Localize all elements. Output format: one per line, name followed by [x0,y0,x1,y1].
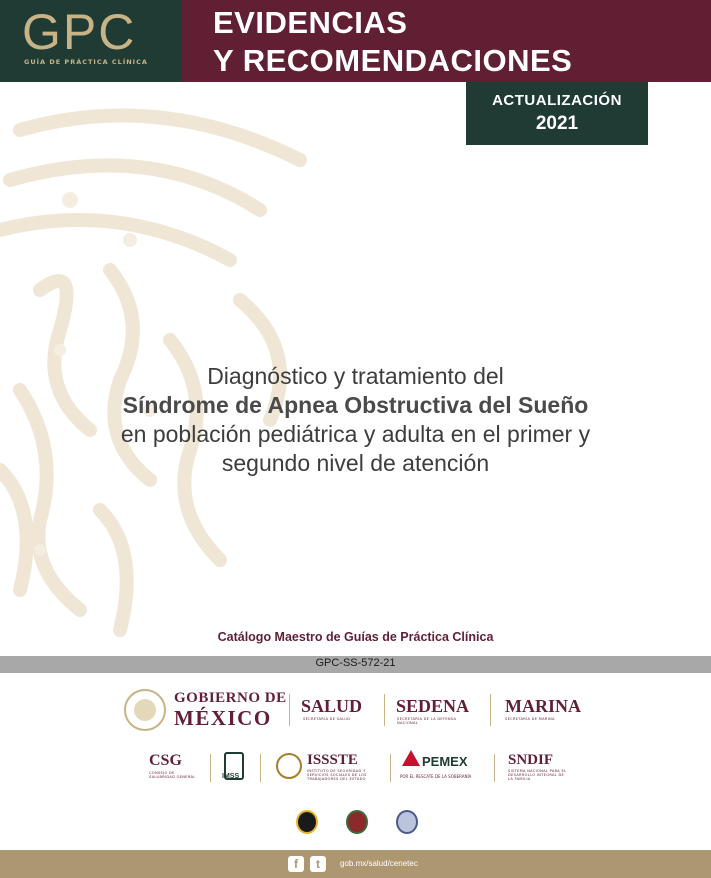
institution-emblem-icon [296,810,318,834]
gpc-logo: GPC [22,4,137,60]
pemex-flame-icon [402,750,420,766]
sedena-subtitle: SECRETARÍA DE LA DEFENSA NACIONAL [397,717,457,725]
military-emblem-icon [346,810,368,834]
title-line3: en población pediátrica y adulta en el primer y [120,421,591,447]
update-badge [466,82,648,145]
seal-eagle-icon [134,699,156,721]
guide-code: GPC-SS-572-21 [315,657,396,669]
issste-icon [276,753,302,779]
title-line4: segundo nivel de atención [221,450,490,476]
update-label: ACTUALIZACIÓN [492,92,622,109]
salud-logo: SALUD [301,696,363,716]
header-title [213,4,572,80]
catalog-label: Catálogo Maestro de Guías de Práctica Clínica [217,630,494,644]
header-title-line2: Y RECOMENDACIONES [213,43,573,78]
footer-url[interactable]: gob.mx/salud/cenetec [340,859,418,868]
national-seal-icon [124,689,166,731]
logo-divider [390,754,391,782]
naval-emblem-icon [396,810,418,834]
facebook-icon[interactable]: f [288,856,304,872]
logo-divider [210,754,211,782]
title-line1: Diagnóstico y tratamiento del [207,363,504,389]
twitter-icon[interactable]: t [310,856,326,872]
csg-subtitle: CONSEJO DE SALUBRIDAD GENERAL [149,771,196,779]
gob-line2: MÉXICO [174,706,272,730]
imss-logo: IMSS [222,773,240,780]
gpc-logo-subtitle: GUÍA DE PRÁCTICA CLÍNICA [24,58,148,66]
title-line2: Síndrome de Apnea Obstructiva del Sueño [122,392,589,418]
sndif-logo: SNDIF [508,752,554,768]
logo-divider [490,694,491,726]
marina-subtitle: SECRETARÍA DE MARINA [505,717,555,721]
gobierno-mexico-logo [174,690,287,729]
logo-divider [289,694,290,726]
csg-logo: CSG [149,752,182,769]
pemex-subtitle: POR EL RESCATE DE LA SOBERANÍA [400,774,472,779]
marina-logo: MARINA [505,696,581,716]
logo-divider [494,754,495,782]
gob-line1: GOBIERNO DE [174,690,287,706]
sedena-logo: SEDENA [396,696,470,716]
issste-logo: ISSSTE [307,752,358,768]
document-title [40,362,671,478]
logo-divider [384,694,385,726]
header-title-line1: EVIDENCIAS [213,5,408,40]
issste-subtitle: INSTITUTO DE SEGURIDAD Y SERVICIOS SOCIALES DE LOS TRABAJADORES DEL ESTADO [307,769,367,781]
sndif-subtitle: SISTEMA NACIONAL PARA EL DESARROLLO INTEGRAL DE LA FAMILIA [508,769,567,781]
logo-divider [260,754,261,782]
salud-subtitle: SECRETARÍA DE SALUD [303,717,351,721]
pemex-logo: PEMEX [422,754,468,769]
update-year: 2021 [535,113,579,134]
